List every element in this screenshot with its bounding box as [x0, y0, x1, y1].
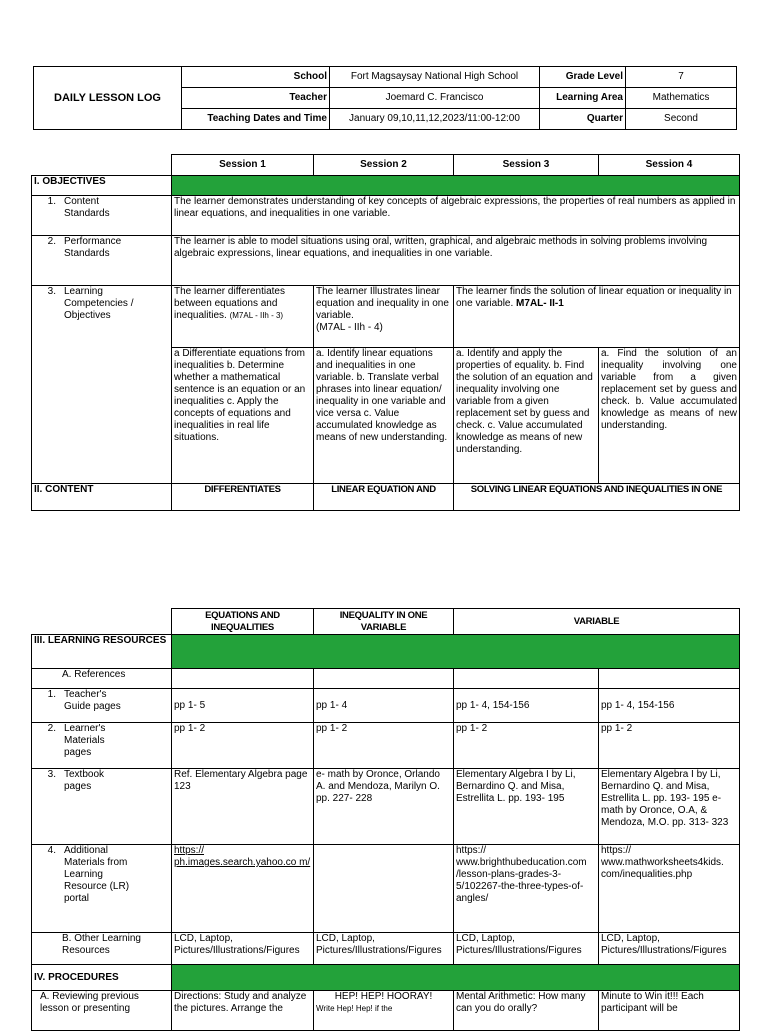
other-session-3: LCD, Laptop, Pictures/Illustrations/Figures: [454, 933, 599, 965]
header-table: [33, 66, 737, 130]
tb-session-4: Elementary Algebra I by Li, Bernardino Q. and Misa, Estrellita L. pp. 193- 195 e- math by Oronce, O.A, & Mendoza, M.O. pp. 313- 323: [599, 769, 740, 845]
lm-session-4: pp 1- 2: [599, 723, 740, 769]
tb-session-1: Ref. Elementary Algebra page 123: [172, 769, 314, 845]
objectives-session-2: a. Identify linear equations and inequalities in one variable. b. Translate verbal phrases into linear equation/ inequality in one variable and vice versa c. Value accumulated knowledge as means of new understanding.: [314, 348, 454, 484]
tg-session-2: pp 1- 4: [314, 689, 454, 723]
resources-green-bar: [172, 635, 740, 669]
proc-session-3: Mental Arithmetic: How many can you do orally?: [454, 991, 599, 1031]
lesson-table-part1: [31, 154, 740, 511]
teachers-guide-label: 1. Teacher's Guide pages: [32, 689, 172, 723]
proc-session-2: HEP! HEP! HOORAY! Write Hep! Hep! if the: [314, 991, 454, 1031]
procedures-label: IV. PROCEDURES: [32, 965, 172, 991]
tb-session-2: e- math by Oronce, Orlando A. and Mendoza, Marilyn O. pp. 227- 228: [314, 769, 454, 845]
add-session-1[interactable]: [172, 845, 314, 933]
content-session-3-4: SOLVING LINEAR EQUATIONS AND INEQUALITIES IN ONE: [454, 484, 740, 511]
proc-session-4: Minute to Win it!!! Each participant will be: [599, 991, 740, 1031]
tg-session-1: pp 1- 5: [172, 689, 314, 723]
performance-standards-text: The learner is able to model situations using oral, written, graphical, and algebraic methods in solving problems involving algebraic expressions, linear equations, and inequalities in one variable.: [172, 236, 740, 286]
grade-value: 7: [626, 67, 737, 88]
area-label: Learning Area: [540, 88, 626, 109]
other-session-2: LCD, Laptop, Pictures/Illustrations/Figures: [314, 933, 454, 965]
add-session-4: https:// www.mathworksheets4kids. com/inequalities.php: [599, 845, 740, 933]
learners-materials-label: 2. Learner's Materials pages: [32, 723, 172, 769]
content-standards-text: The learner demonstrates understanding of key concepts of algebraic expressions, the properties of real numbers as applied in linear equations, and inequalities in one variable.: [172, 196, 740, 236]
reviewing-label: A. Reviewing previous lesson or presenting: [32, 991, 172, 1031]
grade-label: Grade Level: [540, 67, 626, 88]
objectives-session-4: a. Find the solution of an inequality involving one variable from a given replacement set by guess and check. b. Value accumulated knowledge as means of new understanding.: [599, 348, 740, 484]
objectives-label: I. OBJECTIVES: [32, 176, 172, 196]
resources-label: III. LEARNING RESOURCES: [32, 635, 172, 669]
objectives-session-3: a. Identify and apply the properties of equality. b. Find the solution of an equation and inequality involving one variable from a given replacement set by guess and check. c. Value accumulated knowledge as means of new understanding.: [454, 348, 599, 484]
competency-session-3-4: The learner finds the solution of linear equation or inequality in one variable. M7AL- II-1: [454, 286, 740, 348]
session-1-header: Session 1: [172, 155, 314, 176]
session-4-header: Session 4: [599, 155, 740, 176]
lm-session-1: pp 1- 2: [172, 723, 314, 769]
content-standards-label: 1. Content Standards: [32, 196, 172, 236]
lesson-table-part2: [31, 608, 740, 1031]
session-2-header: Session 2: [314, 155, 454, 176]
competencies-label: 3. Learning Competencies / Objectives: [32, 286, 172, 484]
content-cont-session-1: EQUATIONS AND INEQUALITIES: [172, 609, 314, 635]
teacher-value: Joemard C. Francisco: [330, 88, 540, 109]
school-label: School: [182, 67, 330, 88]
textbook-label: 3. Textbook pages: [32, 769, 172, 845]
add-session-3: https:// www.brighthubeducation.com /lesson-plans-grades-3- 5/102267-the-three-types-of- angles/: [454, 845, 599, 933]
dates-value: January 09,10,11,12,2023/11:00-12:00: [330, 109, 540, 130]
tb-session-3: Elementary Algebra I by Li, Bernardino Q. and Misa, Estrellita L. pp. 193- 195: [454, 769, 599, 845]
other-resources-label: B. Other Learning Resources: [32, 933, 172, 965]
content-cont-session-3-4: VARIABLE: [454, 609, 740, 635]
content-cont-session-2: INEQUALITY IN ONE VARIABLE: [314, 609, 454, 635]
school-value: Fort Magsaysay National High School: [330, 67, 540, 88]
lm-session-2: pp 1- 2: [314, 723, 454, 769]
tg-session-4: pp 1- 4, 154-156: [599, 689, 740, 723]
performance-standards-label: 2. Performance Standards: [32, 236, 172, 286]
objectives-green-bar: [172, 176, 740, 196]
dates-label: Teaching Dates and Time: [182, 109, 330, 130]
competency-session-2: The learner Illustrates linear equation and inequality in one variable. (M7AL - IIh - 4): [314, 286, 454, 348]
procedures-green-bar: [172, 965, 740, 991]
competency-session-1: The learner differentiates between equations and inequalities. (M7AL - IIh - 3): [172, 286, 314, 348]
additional-materials-label: 4. Additional Materials from Learning Resource (LR) portal: [32, 845, 172, 933]
objectives-session-1: a Differentiate equations from inequalities b. Determine whether a mathematical sentence is an equation or an inequalities c. Apply the concepts of equations and inequalities in real life situations.: [172, 348, 314, 484]
add-session-2: [314, 845, 454, 933]
teacher-label: Teacher: [182, 88, 330, 109]
quarter-label: Quarter: [540, 109, 626, 130]
lm-session-3: pp 1- 2: [454, 723, 599, 769]
add-session-1-link[interactable]: https:// ph.images.search.yahoo.co m/: [174, 845, 311, 868]
other-session-4: LCD, Laptop, Pictures/Illustrations/Figures: [599, 933, 740, 965]
proc-session-1: Directions: Study and analyze the pictures. Arrange the: [172, 991, 314, 1031]
session-3-header: Session 3: [454, 155, 599, 176]
content-label: II. CONTENT: [32, 484, 172, 511]
tg-session-3: pp 1- 4, 154-156: [454, 689, 599, 723]
doc-title: DAILY LESSON LOG: [34, 67, 182, 130]
other-session-1: LCD, Laptop, Pictures/Illustrations/Figures: [172, 933, 314, 965]
references-label: A. References: [32, 669, 172, 689]
area-value: Mathematics: [626, 88, 737, 109]
content-session-1: DIFFERENTIATES: [172, 484, 314, 511]
content-session-2: LINEAR EQUATION AND: [314, 484, 454, 511]
quarter-value: Second: [626, 109, 737, 130]
